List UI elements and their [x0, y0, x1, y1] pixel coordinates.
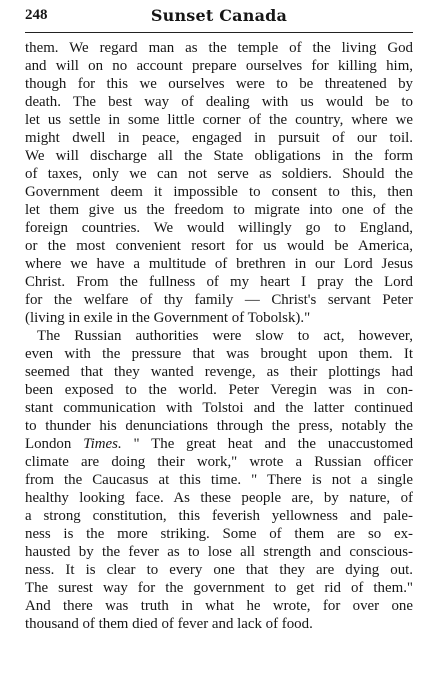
text-line: The Russian authorities were slow to act, however, [37, 328, 413, 344]
text-line: or the most convenient resort for us would be America, [25, 238, 413, 254]
text-line: foreign countries. We would willingly go to England, [25, 220, 413, 236]
text-line: a strong constitution, this feverish yellowness and pale- [25, 508, 413, 524]
text-line: Government deem it impossible to consent to this, then [25, 184, 413, 200]
text-line: stant communication with Tolstoi and the latter continued [25, 400, 413, 416]
text-line: healthy looking face. As these people are, by nature, of [25, 490, 413, 506]
body-text [25, 39, 413, 633]
text-line: We will discharge all the State obligations in the form [25, 148, 413, 164]
italic-title: Times. [83, 436, 122, 452]
text-line: let them give us the freedom to migrate into one of the [25, 202, 413, 218]
text-line: ness is the more striking. Some of them are so ex- [25, 526, 413, 542]
text-line: might dwell in peace, engaged in pursuit of our toil. [25, 130, 413, 146]
text-line: been exposed to the world. Peter Veregin was in con- [25, 382, 413, 398]
text-line: (living in exile in the Government of Tobolsk)." [25, 310, 311, 326]
text-line: them. We regard man as the temple of the living God [25, 40, 413, 56]
running-head: Sunset Canada [150, 6, 288, 25]
text-line: where we have a multitude of brethren in our Lord Jesus [25, 256, 413, 272]
text-line: for the welfare of thy family — Christ's servant Peter [25, 292, 413, 308]
text-line: London Times. " The great heat and the unaccustomed [25, 436, 414, 452]
text-line: death. The best way of dealing with us would be to [25, 94, 413, 110]
text-line: And there was truth in what he wrote, for over one [25, 598, 413, 614]
text-line: Christ. From the fullness of my heart I pray the Lord [25, 274, 413, 290]
page-header [25, 7, 413, 33]
text-line: ness. It is clear to every one that they are dying out. [25, 562, 413, 578]
text-line: let us settle in some little corner of the country, where we [25, 112, 413, 128]
text-line: though for this we ourselves were to be threatened by [25, 76, 413, 92]
text-line: from the Caucasus at this time. " There is not a single [25, 472, 413, 488]
text-line: hausted by the fever as to lose all strength and conscious- [25, 544, 413, 560]
text-line: climate are doing their work," wrote a Russian officer [25, 454, 413, 470]
text-line: thousand of them died of fever and lack of food. [25, 616, 313, 632]
text-line: to thunder his denunciations through the press, notably the [25, 418, 413, 434]
text-line: even with the pressure that was brought upon them. It [25, 346, 413, 362]
header-rule [25, 32, 413, 33]
text-line: The surest way for the government to get rid of them." [25, 580, 413, 596]
page-number: 248 [25, 7, 48, 23]
text-line: and will on no account prepare ourselves for killing him, [25, 58, 413, 74]
text-line: seemed that they wanted revenge, as their plottings had [25, 364, 413, 380]
text-line: of taxes, only we can not serve as soldiers. Should the [25, 166, 413, 182]
